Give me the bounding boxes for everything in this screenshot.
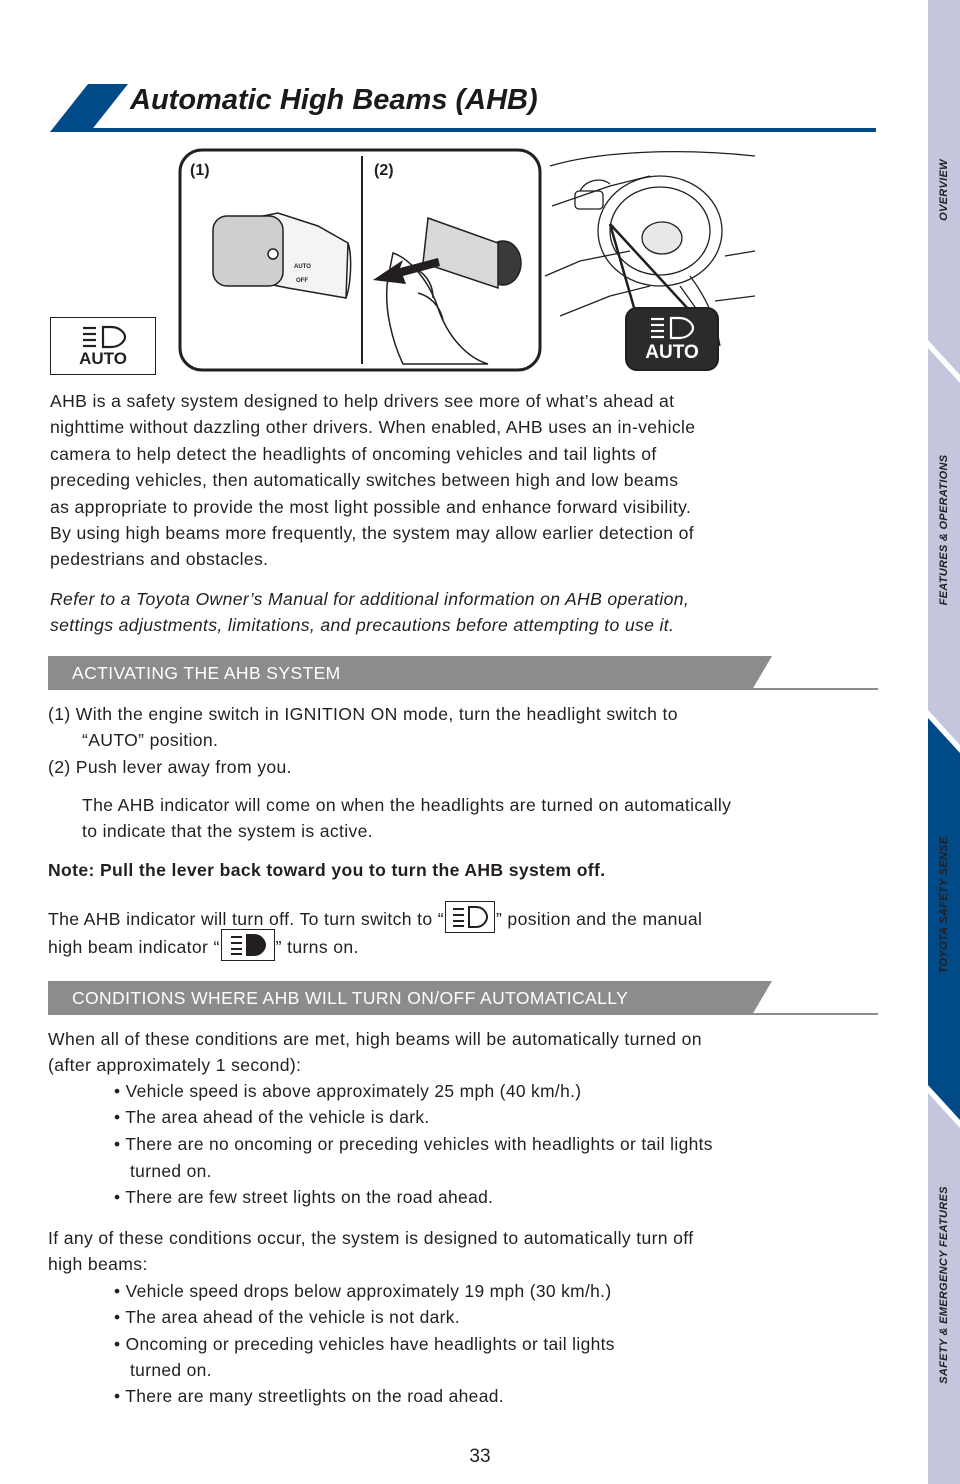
low-beam-icon bbox=[451, 905, 489, 929]
tab-overview-label: OVERVIEW bbox=[938, 159, 950, 221]
on-intro-line-2: (after approximately 1 second): bbox=[48, 1055, 302, 1075]
tab-toyota-safety-sense[interactable] bbox=[928, 770, 960, 1040]
indicator-line-2: to indicate that the system is active. bbox=[82, 821, 374, 841]
tab-features-operations[interactable] bbox=[928, 400, 960, 660]
intro-line: camera to help detect the headlights of oncoming vehicles and tail lights of bbox=[50, 443, 657, 464]
on-bullet: • There are few street lights on the road ahead. bbox=[114, 1187, 494, 1207]
step-1-line-2: “AUTO” position. bbox=[82, 730, 219, 750]
on-bullet: • The area ahead of the vehicle is dark. bbox=[114, 1107, 430, 1127]
indicator-line-1: The AHB indicator will come on when the headlights are turned on automatically bbox=[82, 795, 732, 815]
page-title: Automatic High Beams (AHB) bbox=[130, 84, 538, 116]
intro-paragraph bbox=[50, 388, 850, 573]
section-heading-conditions bbox=[48, 981, 748, 1015]
ahb-indicator-icon bbox=[81, 324, 127, 350]
owners-manual-note bbox=[50, 586, 850, 639]
tab-safety-emergency[interactable] bbox=[928, 1150, 960, 1420]
indicator-off-text-a: The AHB indicator will turn off. To turn switch to “ bbox=[48, 909, 444, 929]
note-line: Refer to a Toyota Owner’s Manual for additional information on AHB operation, bbox=[50, 589, 690, 609]
intro-line: preceding vehicles, then automatically switches between high and low beams bbox=[50, 470, 679, 491]
page-number: 33 bbox=[469, 1446, 491, 1467]
low-beam-icon-box bbox=[445, 901, 495, 933]
on-bullet-continuation: turned on. bbox=[130, 1161, 212, 1181]
callout-auto-text: AUTO bbox=[645, 342, 699, 363]
figure-label-1: (1) bbox=[190, 162, 210, 179]
tab-features-label: FEATURES & OPERATIONS bbox=[938, 454, 950, 606]
note-line: settings adjustments, limitations, and precautions before attempting to use it. bbox=[50, 615, 675, 636]
ahb-indicator-icon bbox=[649, 315, 695, 341]
section-heading-activating bbox=[48, 656, 748, 690]
indicator-off-text-b: ” position and the manual bbox=[495, 909, 703, 929]
tab-safety-label: SAFETY & EMERGENCY FEATURES bbox=[938, 1186, 950, 1384]
intro-line: pedestrians and obstacles. bbox=[50, 549, 269, 570]
on-bullet: • There are no oncoming or preceding vehicles with headlights or tail lights bbox=[114, 1134, 713, 1154]
figure-frame bbox=[178, 148, 542, 372]
off-intro-line-2: high beams: bbox=[48, 1254, 148, 1274]
on-intro-line-1: When all of these conditions are met, high beams will be automatically turned on bbox=[48, 1029, 702, 1049]
figure-label-2: (2) bbox=[374, 162, 394, 179]
section-heading-conditions-text: CONDITIONS WHERE AHB WILL TURN ON/OFF AUTOMATICALLY bbox=[72, 988, 629, 1008]
on-bullet: • Vehicle speed is above approximately 25 mph (40 km/h.) bbox=[114, 1081, 582, 1101]
off-bullet-continuation: turned on. bbox=[130, 1360, 212, 1380]
off-intro-line-1: If any of these conditions occur, the system is designed to automatically turn off bbox=[48, 1228, 694, 1248]
off-bullet: • There are many streetlights on the road ahead. bbox=[114, 1386, 504, 1406]
intro-line: AHB is a safety system designed to help drivers see more of what’s ahead at bbox=[50, 391, 675, 411]
switch-off-marking: OFF bbox=[296, 278, 308, 284]
icon-auto-text: AUTO bbox=[79, 349, 127, 368]
turn-off-note: Note: Pull the lever back toward you to turn the AHB system off. bbox=[48, 860, 606, 880]
intro-line: By using high beams more frequently, the system may allow earlier detection of bbox=[50, 523, 695, 544]
high-beam-text-b: ” turns on. bbox=[275, 937, 359, 957]
switch-auto-marking: AUTO bbox=[294, 264, 311, 270]
ahb-figure bbox=[178, 148, 542, 372]
ahb-auto-icon-box bbox=[50, 317, 156, 375]
indicator-off-line-2 bbox=[48, 929, 359, 961]
tab-tss-label: TOYOTA SAFETY SENSE bbox=[938, 836, 950, 974]
off-bullet: • Oncoming or preceding vehicles have headlights or tail lights bbox=[114, 1334, 615, 1354]
high-beam-icon-box bbox=[221, 929, 275, 961]
off-bullet: • The area ahead of the vehicle is not dark. bbox=[114, 1307, 460, 1327]
tab-overview[interactable] bbox=[928, 60, 960, 320]
high-beam-text-a: high beam indicator “ bbox=[48, 937, 220, 957]
intro-line: as appropriate to provide the most light possible and enhance forward visibility. bbox=[50, 496, 692, 517]
step-1-line-1: (1) With the engine switch in IGNITION ON mode, turn the headlight switch to bbox=[48, 704, 678, 724]
section-heading-activating-text: ACTIVATING THE AHB SYSTEM bbox=[72, 663, 341, 683]
auto-indicator-callout bbox=[625, 307, 719, 371]
off-bullet: • Vehicle speed drops below approximately 19 mph (30 km/h.) bbox=[114, 1281, 612, 1301]
step-2: (2) Push lever away from you. bbox=[48, 757, 292, 777]
high-beam-icon bbox=[229, 933, 267, 957]
intro-line: nighttime without dazzling other drivers. When enabled, AHB uses an in-vehicle bbox=[50, 417, 696, 438]
